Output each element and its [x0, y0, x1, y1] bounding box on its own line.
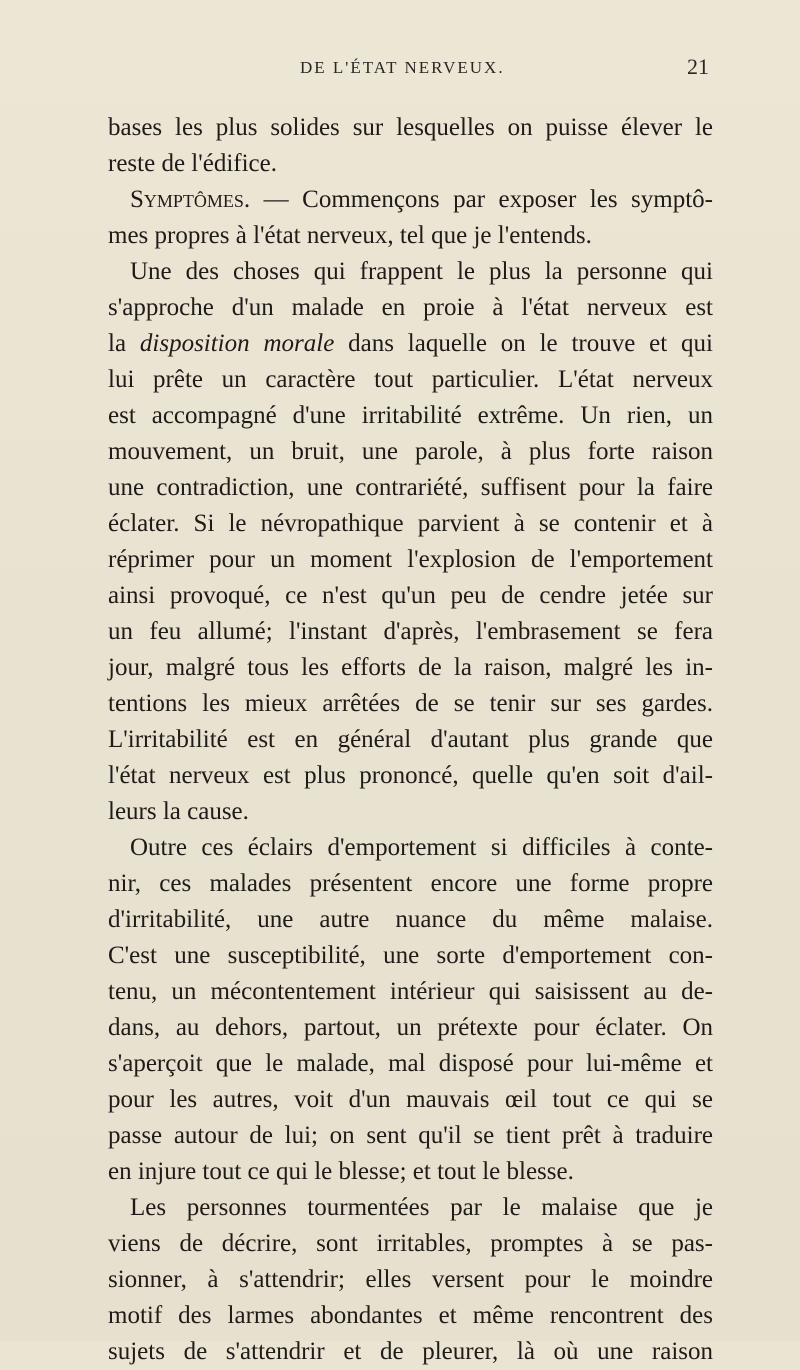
text-line: bases les plus solides sur lesquelles on puisse élever le: [108, 114, 713, 141]
text-line: sujets de s'attendrir et de pleurer, là où une raison: [108, 1338, 713, 1365]
text-line: motif des larmes abondantes et même rencontrent des: [108, 1302, 713, 1329]
text-line: tentions les mieux arrêtées de se tenir sur ses gardes.: [108, 690, 713, 717]
text-line: dans, au dehors, partout, un prétexte pour éclater. On: [108, 1014, 713, 1041]
text-line: C'est une susceptibilité, une sorte d'emportement con-: [108, 942, 713, 969]
text-line: reste de l'édifice.: [108, 150, 277, 177]
text-line: d'irritabilité, une autre nuance du même malaise.: [108, 906, 713, 933]
body-text: [108, 110, 713, 1370]
page-number: 21: [687, 54, 709, 79]
emphasis: disposition morale: [139, 330, 335, 357]
text-line: lui prête un caractère tout particulier. L'état nerveux: [108, 366, 713, 393]
text-line: Une des choses qui frappent le plus la personne qui: [130, 258, 713, 285]
text-line: L'irritabilité est en général d'autant plus grande que: [108, 726, 713, 753]
text-line: Outre ces éclairs d'emportement si difficiles à conte-: [130, 834, 713, 861]
text-line: leurs la cause.: [108, 798, 249, 825]
text-line: passe autour de lui; on sent qu'il se tient prêt à traduire: [108, 1122, 713, 1149]
text-line: Les personnes tourmentées par le malaise que je: [130, 1194, 713, 1221]
text-line: la disposition morale dans laquelle on le trouve et qui: [108, 330, 713, 357]
text-line: une contradiction, une contrariété, suffisent pour la faire: [108, 474, 713, 501]
text-line: un feu allumé; l'instant d'après, l'embrasement se fera: [108, 618, 713, 645]
text-line: jour, malgré tous les efforts de la raison, malgré les in-: [108, 654, 713, 681]
text-line: pour les autres, voit d'un mauvais œil tout ce qui se: [108, 1086, 713, 1113]
text-line: éclater. Si le névropathique parvient à se contenir et à: [108, 510, 713, 537]
text-line: viens de décrire, sont irritables, promptes à se pas-: [108, 1230, 713, 1257]
text-line: mouvement, un bruit, une parole, à plus forte raison: [108, 438, 713, 465]
text-line: réprimer pour un moment l'explosion de l'emportement: [108, 546, 713, 573]
text-line: nir, ces malades présentent encore une forme propre: [108, 870, 713, 897]
text-line: tenu, un mécontentement intérieur qui saisissent au de-: [108, 978, 713, 1005]
text-line: en injure tout ce qui le blesse; et tout le blesse.: [108, 1158, 574, 1185]
text-line: s'approche d'un malade en proie à l'état nerveux est: [108, 294, 713, 321]
text-line: est accompagné d'une irritabilité extrême. Un rien, un: [108, 402, 713, 429]
text-line: l'état nerveux est plus prononcé, quelle qu'en soit d'ail-: [108, 762, 713, 789]
running-title: DE L'ÉTAT NERVEUX.: [300, 58, 505, 77]
text-line: sionner, à s'attendrir; elles versent pour le moindre: [108, 1266, 713, 1293]
text-line: ainsi provoqué, ce n'est qu'un peu de cendre jetée sur: [108, 582, 713, 609]
section-heading: Symptômes.: [130, 186, 251, 213]
text-line: Symptômes. — Commençons par exposer les symptô-: [130, 186, 713, 213]
text-line: s'aperçoit que le malade, mal disposé pour lui-même et: [108, 1050, 713, 1077]
text-line: mes propres à l'état nerveux, tel que je l'entends.: [108, 222, 592, 249]
